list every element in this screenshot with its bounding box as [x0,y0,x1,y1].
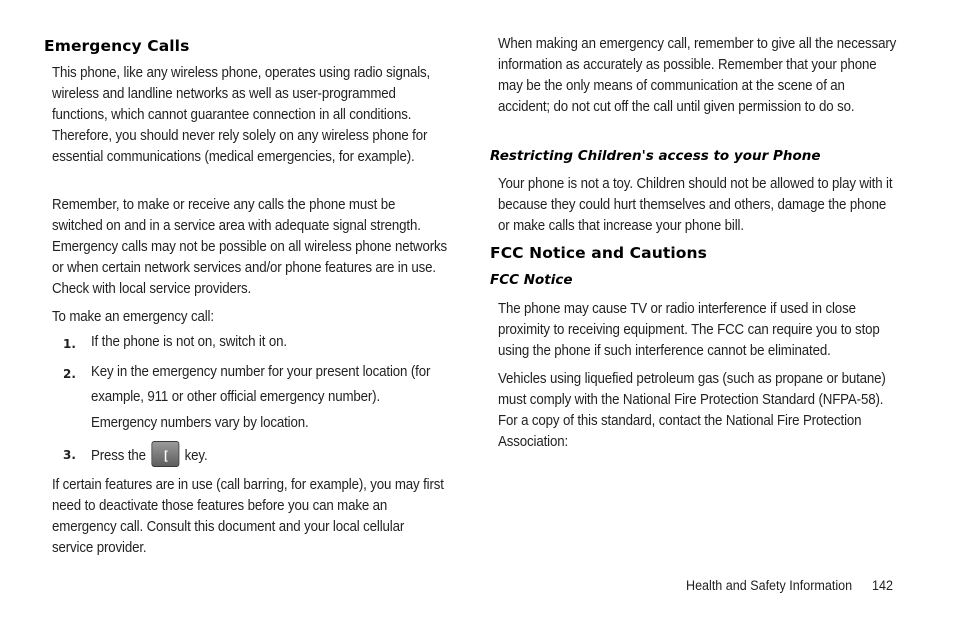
step-number: 3. [63,448,76,462]
step-text: Key in the emergency number for your present location (for [91,364,431,380]
paragraph-remember: Remember, to make or receive any calls the phone must be switched on and in a service area with adequate signal strength. Emergency calls may not be possible on all wireless phone networks or when certain network services and/or phone features are in use. Check with local service providers. [52,197,448,297]
step-number: 2. [63,367,76,381]
step-text: example, 911 or other official emergency number). [91,389,381,405]
paragraph-interference: The phone may cause TV or radio interference if used in close proximity to receiving equipment. The FCC can require you to stop using the phone if such interference cannot be eliminated. [498,301,880,359]
section-heading-emergency-calls: Emergency Calls [44,37,190,55]
paragraph-call-barring: If certain features are in use (call barring, for example), you may first need to deactivate those features before you can make an emergency call. Consult this document and your local cellular service provider. [52,477,444,556]
paragraph-emergency-info: When making an emergency call, remember to give all the necessary information as accurately as possible. Remember that your phone may be the only means of communication at the scene of an accident; do not cut off the call until given permission to do so. [498,36,897,115]
paragraph-to-make-call: To make an emergency call: [52,309,214,325]
send-key-icon: [ [151,441,179,467]
section-heading-fcc-notice-cautions: FCC Notice and Cautions [490,244,707,262]
page-number: 142 [872,578,893,593]
step-text: Press the [ key. [91,443,463,469]
paragraph-lpg-vehicles: Vehicles using liquefied petroleum gas (such as propane or butane) must comply with the National Fire Protection Standard (NFPA-58). For a copy of this standard, contact the National Fire Protection Association: [498,371,886,450]
step-number: 1. [63,337,76,351]
step-note: Emergency numbers vary by location. [91,415,309,431]
footer-section-title: Health and Safety Information [686,578,853,593]
paragraph-not-a-toy: Your phone is not a toy. Children should not be allowed to play with it because they could hurt themselves and others, damage the phone or make calls that increase your phone bill. [498,176,893,234]
subheading-restricting-children: Restricting Children's access to your Phone [490,148,821,164]
subheading-fcc-notice: FCC Notice [490,272,573,288]
step-text: If the phone is not on, switch it on. [91,334,287,350]
paragraph-emergency-intro: This phone, like any wireless phone, operates using radio signals, wireless and landline networks as well as user-programmed functions, which cannot guarantee connection in all conditions. Therefore, you should never rely solely on any wireless phone for essential communications (medical emergencies, for example). [52,65,431,165]
